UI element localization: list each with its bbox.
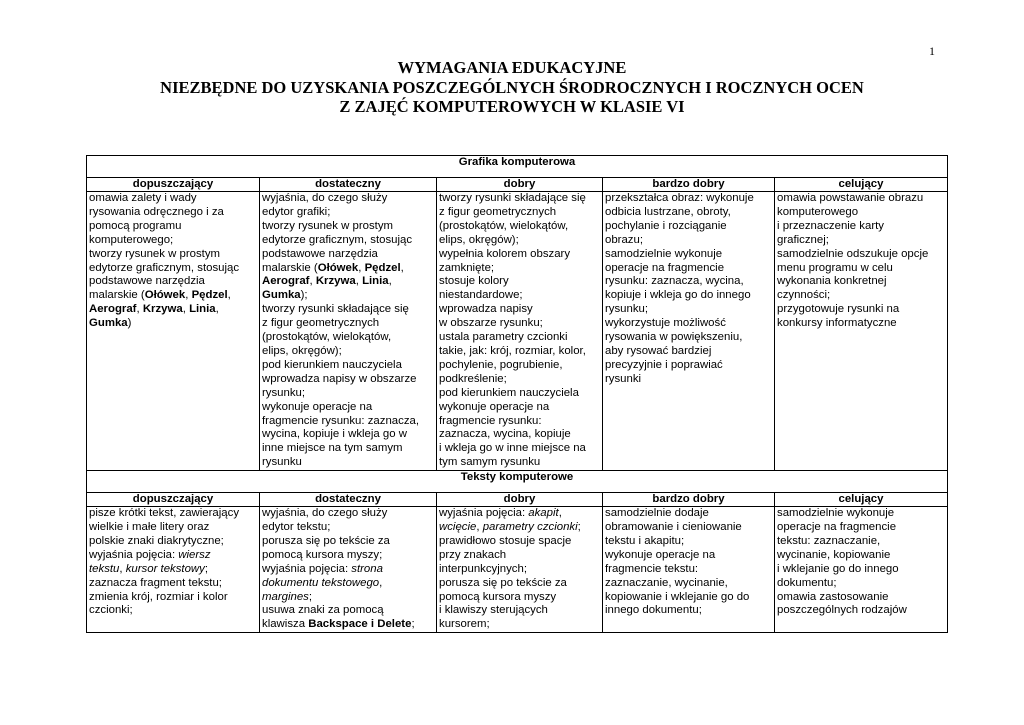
text-run: ; usuwa znaki za pomocą klawisza: [262, 590, 384, 631]
bold-term: Aerograf: [262, 275, 310, 288]
section-header-row: [87, 156, 948, 178]
page-number: 1: [929, 44, 935, 58]
text-run: ,: [119, 562, 126, 575]
grade-header: dostateczny: [260, 493, 437, 507]
section-title: Grafika komputerowa: [87, 156, 948, 178]
requirement-cell: [437, 192, 603, 471]
grade-header: dobry: [437, 178, 603, 192]
bold-term: Gumka: [89, 317, 128, 330]
text-run: ,: [400, 261, 404, 274]
grade-header-row: [87, 493, 948, 507]
requirement-cell: [87, 192, 260, 471]
grade-header: dopuszczający: [87, 178, 260, 192]
requirement-cell: [775, 507, 948, 633]
section-header-row: [87, 471, 948, 493]
bold-term: Ołówek: [144, 289, 186, 302]
text-run: ;: [411, 618, 415, 631]
italic-term: wcięcie: [439, 521, 477, 534]
text-run: ); tworzy rysunki składające się z figur geometrycznych (prostokątów, wielokątów, elips, okręgów); pod kierunkiem nauczyciela wprowadza napisy w obszarze rysunku; wykonuje operacje na fragmencie rysunku: zaznacza, wycina, kopiuje i wkleja go w inne miejsce na tym samym rysunku: [262, 289, 420, 469]
text-run: wyjaśnia, do czego służy edytor grafiki; tworzy rysunek w prostym edytorze graficznym, stosując podstawowe narzędzia malarskie (: [262, 192, 413, 274]
text-run: ): [127, 317, 132, 330]
text-run: ,: [309, 275, 316, 288]
heading-line-1: WYMAGANIA EDUKACYJNE: [397, 58, 627, 77]
bold-term: Krzywa: [315, 275, 356, 288]
text-run: omawia powstawanie obrazu komputerowego i przeznaczenie karty graficznej; samodzielnie odszukuje opcje menu programu w celu wykonania konkretnej czynności; przygotowuje rysunki na konkursy informatyczne: [777, 192, 929, 330]
italic-term: strona dokumentu tekstowego: [262, 562, 383, 589]
grade-header: bardzo dobry: [603, 178, 775, 192]
grade-header: dopuszczający: [87, 493, 260, 507]
requirement-cell: [260, 507, 437, 633]
text-run: ,: [227, 289, 231, 302]
text-run: przekształca obraz: wykonuje odbicia lustrzane, obroty, pochylanie i rozciąganie obrazu; samodzielnie wykonuje operacje na fragmencie rysunku: zaznacza, wycina, kopiuje i wkleja go do innego rysunku; wykorzystuje możliwość rysowania w powiększeniu, aby rysować bardziej precyzyjnie i poprawiać rysunki: [605, 192, 754, 385]
bold-term: Aerograf: [89, 303, 137, 316]
requirements-row: [87, 192, 948, 471]
text-run: wyjaśnia pojęcia:: [439, 507, 529, 520]
section-title: Teksty komputerowe: [87, 471, 948, 493]
grade-header: bardzo dobry: [603, 493, 775, 507]
text-run: ,: [358, 261, 365, 274]
requirement-cell: [437, 507, 603, 633]
text-run: ,: [558, 507, 562, 520]
italic-term: parametry czcionki: [482, 521, 578, 534]
text-run: samodzielnie dodaje obramowanie i cieniowanie tekstu i akapitu; wykonuje operacje na fragmencie tekstu: zaznaczanie, wycinanie, kopiowanie i wklejanie go do innego dokumentu;: [605, 507, 750, 617]
italic-term: margines: [262, 590, 309, 603]
bold-term: Backspace: [308, 618, 368, 631]
text-run: samodzielnie wykonuje operacje na fragmencie tekstu: zaznaczanie, wycinanie, kopiowanie i wklejanie go do innego dokumentu; omawia zastosowanie poszczególnych rodzajów: [777, 507, 907, 617]
bold-term: Linia: [189, 303, 216, 316]
requirement-cell: [603, 192, 775, 471]
heading-line-2: NIEZBĘDNE DO UZYSKANIA POSZCZEGÓLNYCH ŚRODROCZNYCH I ROCZNYCH OCEN: [160, 77, 864, 97]
requirements-row: [87, 507, 948, 633]
text-run: ,: [388, 275, 392, 288]
grade-header-row: [87, 178, 948, 192]
text-run: ,: [185, 289, 192, 302]
text-run: wyjaśnia, do czego służy edytor tekstu; porusza się po tekście za pomocą kursora myszy; wyjaśnia pojęcia:: [262, 507, 390, 575]
text-run: ; prawidłowo stosuje spacje przy znakach interpunkcyjnych; porusza się po tekście za pomocą kursora myszy i klawiszy sterujących kursorem;: [439, 521, 581, 631]
heading-line-3: Z ZAJĘĆ KOMPUTEROWYCH W KLASIE VI: [339, 97, 685, 116]
requirement-cell: [87, 507, 260, 633]
italic-term: kursor tekstowy: [125, 562, 205, 575]
bold-term: Delete: [377, 618, 412, 631]
grade-header: celujący: [775, 178, 948, 192]
text-run: ,: [379, 576, 383, 589]
bold-term: i: [367, 618, 378, 631]
grade-header: dobry: [437, 493, 603, 507]
requirement-cell: [603, 507, 775, 633]
text-run: omawia zalety i wady rysowania odręcznego i za pomocą programu komputerowego; tworzy rysunek w prostym edytorze graficznym, stosując podstawowe narzędzia malarskie (: [89, 192, 240, 302]
bold-term: Krzywa: [142, 303, 183, 316]
text-run: tworzy rysunki składające się z figur geometrycznych (prostokątów, wielokątów, elips, okręgów); wypełnia kolorem obszary zamknięte; stosuje kolory niestandardowe; wprowadza napisy w obszarze rysunku; ustala parametry czcionki takie, jak: krój, rozmiar, kolor, pochylenie, pogrubienie, podkreślenie; pod kierunkiem nauczyciela wykonuje operacje na fragmencie rysunku: zaznacza, wycina, kopiuje i wkleja go w inne miejsce na tym samym rysunku: [439, 192, 586, 469]
text-run: ,: [215, 303, 219, 316]
requirements-table: [86, 155, 948, 633]
text-run: ,: [476, 521, 483, 534]
italic-term: akapit: [528, 507, 559, 520]
text-run: ,: [182, 303, 190, 316]
italic-term: wiersz tekstu: [89, 548, 211, 575]
grade-header: dostateczny: [260, 178, 437, 192]
bold-term: Pędzel: [364, 261, 401, 274]
requirement-cell: [260, 192, 437, 471]
bold-term: Gumka: [262, 289, 301, 302]
bold-term: Pędzel: [191, 289, 228, 302]
bold-term: Linia: [362, 275, 389, 288]
bold-term: Ołówek: [317, 261, 359, 274]
grade-header: celujący: [775, 493, 948, 507]
text-run: ,: [355, 275, 363, 288]
text-run: ,: [136, 303, 143, 316]
text-run: ; zaznacza fragment tekstu; zmienia krój, rozmiar i kolor czcionki;: [89, 562, 228, 617]
text-run: pisze krótki tekst, zawierający wielkie i małe litery oraz polskie znaki diakrytyczne; wyjaśnia pojęcia:: [89, 507, 240, 561]
document-heading: [0, 58, 1024, 117]
requirement-cell: [775, 192, 948, 471]
